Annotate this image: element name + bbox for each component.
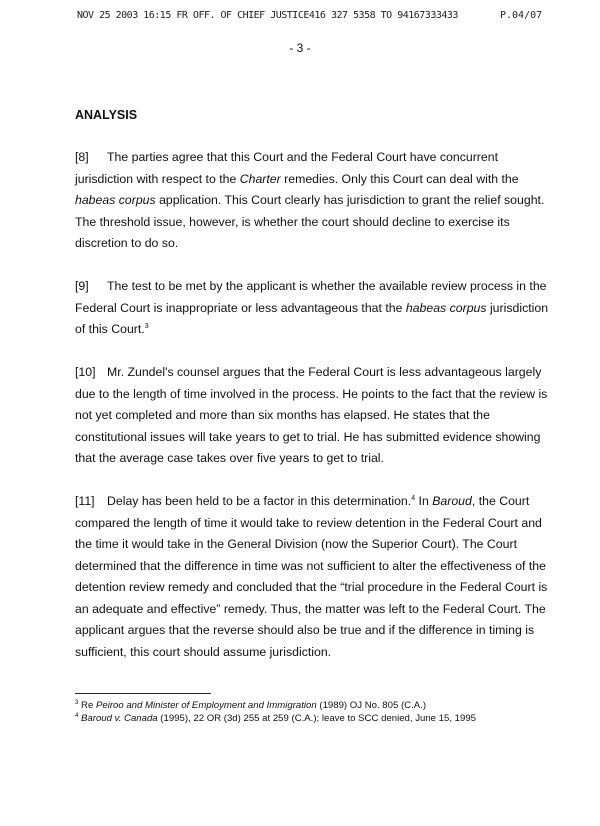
- paragraph-number: [10]: [75, 365, 96, 379]
- footnote-4: [75, 713, 476, 725]
- text-run: jurisdiction: [486, 300, 549, 315]
- text-run: due to the length of time involved in the process. He points to the fact that the review is: [75, 386, 548, 401]
- text-run: (1989) OJ No. 805 (C.A.): [316, 700, 427, 711]
- text-run: Federal Court is inappropriate or less advantageous that the: [75, 300, 406, 315]
- paragraph-8: [75, 147, 575, 255]
- footnote-ref: 3: [75, 700, 79, 706]
- footnote-divider: [75, 693, 211, 694]
- text-run: , the Court: [471, 494, 530, 508]
- italic-text: habeas corpus: [75, 193, 156, 207]
- text-run: Mr. Zundel's counsel argues that the Federal Court is less advantageous largely: [107, 365, 542, 379]
- paragraph-line: [75, 212, 575, 234]
- text-run: constitutional issues will take years to get to trial. He has submitted evidence showing: [75, 429, 541, 444]
- text-run: jurisdiction with respect to the: [75, 171, 240, 186]
- paragraph-line: [75, 556, 575, 578]
- text-run: discretion to do so.: [75, 236, 179, 250]
- text-run: Delay has been held to be a factor in this determination.: [107, 494, 412, 508]
- footnote-ref: 4: [75, 713, 79, 719]
- footnote-ref: 3: [144, 323, 149, 330]
- paragraph-line: [75, 620, 575, 642]
- text-run: The parties agree that this Court and the Federal Court have concurrent: [107, 150, 498, 164]
- text-run: not yet completed and more than six months has elapsed. He states that the: [75, 408, 490, 422]
- text-run: sufficient, this court should assume jurisdiction.: [75, 644, 332, 659]
- text-run: application. This Court clearly has jurisdiction to grant the relief sought.: [155, 193, 545, 207]
- document-body: [75, 147, 575, 685]
- paragraph-line: [75, 190, 575, 212]
- text-run: (1995), 22 OR (3d) 255 at 259 (C.A.); leave to SCC denied, June 15, 1995: [157, 713, 477, 724]
- paragraph-line: [75, 147, 575, 169]
- fax-page-count: P.04/07: [500, 10, 543, 21]
- footnote-3: [75, 700, 426, 712]
- paragraph-9: [75, 276, 575, 341]
- text-run: The threshold issue, however, is whether the court should decline to exercise its: [75, 214, 510, 229]
- paragraph-line: [75, 534, 575, 556]
- paragraph-line: [75, 513, 575, 535]
- paragraph-line: [75, 448, 575, 470]
- paragraph-line: [75, 491, 575, 513]
- italic-text: Peiroo and Minister of Employment and Immigration: [95, 700, 317, 711]
- text-run: Re: [78, 700, 96, 711]
- paragraph-line: [75, 405, 575, 427]
- text-run: In: [415, 494, 433, 508]
- text-run: of this Court.: [75, 322, 145, 336]
- paragraph-line: [75, 427, 575, 449]
- paragraph-line: [75, 362, 575, 384]
- paragraph-11: [75, 491, 575, 663]
- paragraph-number: [11]: [75, 494, 95, 508]
- paragraph-line: [75, 577, 575, 599]
- footnote-ref: 4: [411, 495, 416, 502]
- italic-text: Baroud v. Canada: [81, 713, 158, 724]
- italic-text: Charter: [239, 171, 281, 186]
- text-run: applicant argues that the reverse should also be true and if the difference in timing is: [75, 623, 535, 637]
- paragraph-line: [75, 169, 575, 191]
- text-run: an adequate and effective” remedy. Thus, the matter was left to the Federal Court. The: [75, 601, 546, 616]
- italic-text: Baroud: [432, 494, 472, 508]
- paragraph-number: [9]: [75, 279, 89, 293]
- page-number: - 3 -: [289, 41, 311, 55]
- paragraph-line: [75, 298, 575, 320]
- paragraph-line: [75, 384, 575, 406]
- paragraph-line: [75, 276, 575, 298]
- text-run: that the average case takes over five years to get to trial.: [75, 451, 384, 465]
- text-run: compared the length of time it would take to review detention in the Federal Court and: [75, 515, 542, 530]
- paragraph-number: [8]: [75, 150, 89, 164]
- section-heading: ANALYSIS: [75, 108, 138, 122]
- fax-transmission-header: NOV 25 2003 16:15 FR OFF. OF CHIEF JUSTICE416 327 5358 TO 94167333433: [77, 10, 458, 21]
- text-run: The test to be met by the applicant is whether the available review process in the: [107, 279, 547, 293]
- paragraph-10: [75, 362, 575, 470]
- paragraph-line: [75, 599, 575, 621]
- text-run: remedies. Only this Court can deal with the: [280, 171, 519, 186]
- paragraph-line: [75, 642, 575, 664]
- text-run: determined that the difference in time was not sufficient to alter the effectiveness of the: [75, 558, 546, 573]
- paragraph-line: [75, 319, 575, 341]
- italic-text: habeas corpus: [405, 300, 487, 315]
- text-run: the time it would take in the General Division (now the Superior Court). The Court: [75, 537, 517, 551]
- text-run: detention review remedy and concluded that the “trial procedure in the Federal Court is: [75, 580, 548, 594]
- paragraph-line: [75, 233, 575, 255]
